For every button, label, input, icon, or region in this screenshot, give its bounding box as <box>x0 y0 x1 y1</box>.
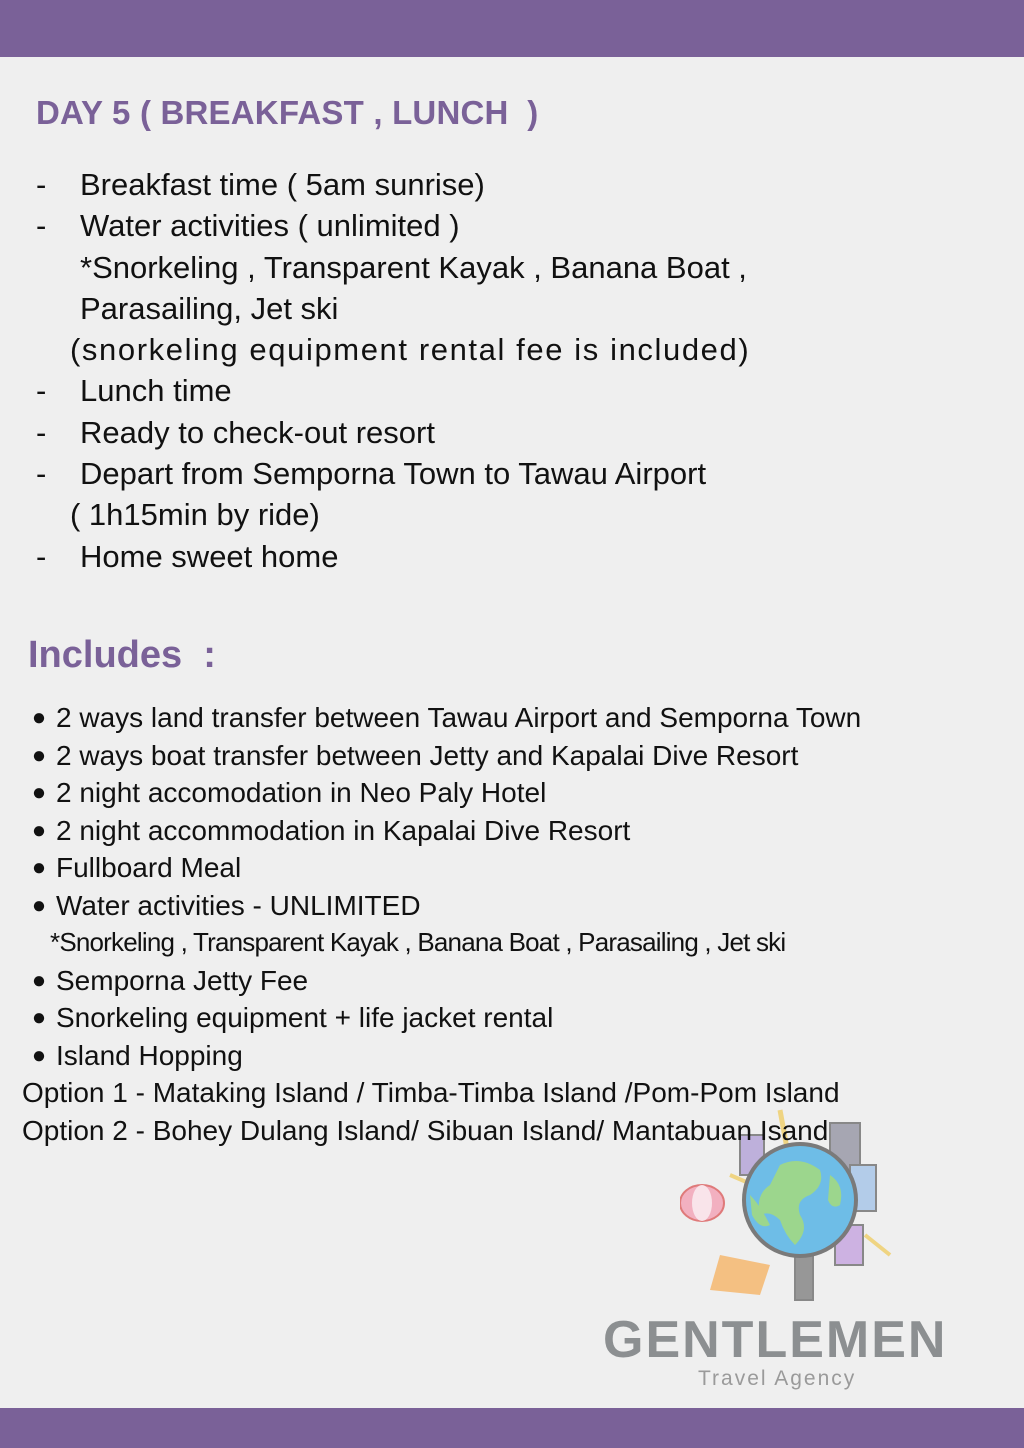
include-text: Semporna Jetty Fee <box>56 964 309 996</box>
include-text: Snorkeling equipment + life jacket rental <box>56 1002 554 1033</box>
itinerary-text: Lunch time <box>80 373 232 409</box>
bullet-icon: ● <box>31 891 47 919</box>
itinerary-text: Ready to check-out resort <box>80 414 435 450</box>
include-item <box>22 849 1022 887</box>
include-item <box>22 699 1022 737</box>
include-text: Option 1 - Mataking Island / Timba-Timba Island /Pom-Pom Island <box>22 1077 840 1108</box>
include-subline <box>22 924 1022 962</box>
dash-marker: - <box>36 167 47 202</box>
itinerary-note <box>36 494 996 535</box>
itinerary-text: Home sweet home <box>80 538 339 574</box>
include-item <box>22 774 1022 812</box>
include-text: 2 night accomodation in Neo Paly Hotel <box>56 777 547 808</box>
include-item <box>22 887 1022 925</box>
itinerary-text: (snorkeling equipment rental fee is included) <box>70 332 751 368</box>
itinerary-text: *Snorkeling , Transparent Kayak , Banana Boat , <box>80 249 747 285</box>
itinerary-note <box>36 329 996 370</box>
day-itinerary-list <box>36 164 996 577</box>
bullet-icon: ● <box>31 1004 47 1031</box>
include-text: 2 ways land transfer between Tawau Airport and Semporna Town <box>56 702 862 733</box>
include-item <box>22 999 1022 1037</box>
bullet-icon: ● <box>31 854 47 881</box>
includes-list <box>22 699 1022 1149</box>
bullet-icon: ● <box>31 816 47 844</box>
include-text: 2 night accommodation in Kapalai Dive Resort <box>56 814 631 846</box>
itinerary-text: Depart from Semporna Town to Tawau Airport <box>80 456 707 492</box>
itinerary-text: Parasailing, Jet ski <box>80 290 339 326</box>
include-item <box>22 812 1022 850</box>
includes-heading: Includes : <box>28 634 216 676</box>
dash-marker: - <box>36 456 47 492</box>
dash-marker: - <box>36 208 47 244</box>
include-text: Water activities - UNLIMITED <box>56 889 421 921</box>
itinerary-item <box>36 205 996 246</box>
include-item <box>22 737 1022 775</box>
include-text: Fullboard Meal <box>56 852 242 883</box>
include-text: Island Hopping <box>56 1039 243 1071</box>
island-option-2 <box>22 1112 1022 1150</box>
brand-tagline: Travel Agency <box>698 1367 857 1390</box>
itinerary-item <box>36 536 996 577</box>
include-item <box>22 1037 1022 1075</box>
itinerary-item <box>36 164 996 205</box>
day-5-title: DAY 5 ( BREAKFAST , LUNCH ) <box>36 94 539 131</box>
itinerary-subline <box>36 247 996 288</box>
bottom-banner <box>0 1408 1024 1448</box>
island-option-1 <box>22 1074 1022 1112</box>
dash-marker: - <box>36 373 47 409</box>
dash-marker: - <box>36 538 47 574</box>
itinerary-text: ( 1h15min by ride) <box>70 497 320 533</box>
itinerary-item <box>36 370 996 411</box>
bullet-icon: ● <box>31 704 47 731</box>
include-text: 2 ways boat transfer between Jetty and Kapalai Dive Resort <box>56 739 799 771</box>
include-text: *Snorkeling , Transparent Kayak , Banana Boat , Parasailing , Jet ski <box>50 927 786 957</box>
bullet-icon: ● <box>31 779 47 806</box>
dash-marker: - <box>36 414 47 450</box>
bullet-icon: ● <box>31 1041 47 1069</box>
include-item <box>22 962 1022 1000</box>
include-text: Option 2 - Bohey Dulang Island/ Sibuan Island/ Mantabuan Isand <box>22 1114 829 1146</box>
itinerary-item <box>36 412 996 453</box>
itinerary-subline <box>36 288 996 329</box>
bullet-icon: ● <box>31 966 47 994</box>
brand-name: GENTLEMEN <box>603 1311 948 1369</box>
top-banner <box>0 0 1024 57</box>
itinerary-text: Breakfast time ( 5am sunrise) <box>80 167 485 202</box>
itinerary-item <box>36 453 996 494</box>
bullet-icon: ● <box>31 741 47 769</box>
itinerary-text: Water activities ( unlimited ) <box>80 208 460 244</box>
